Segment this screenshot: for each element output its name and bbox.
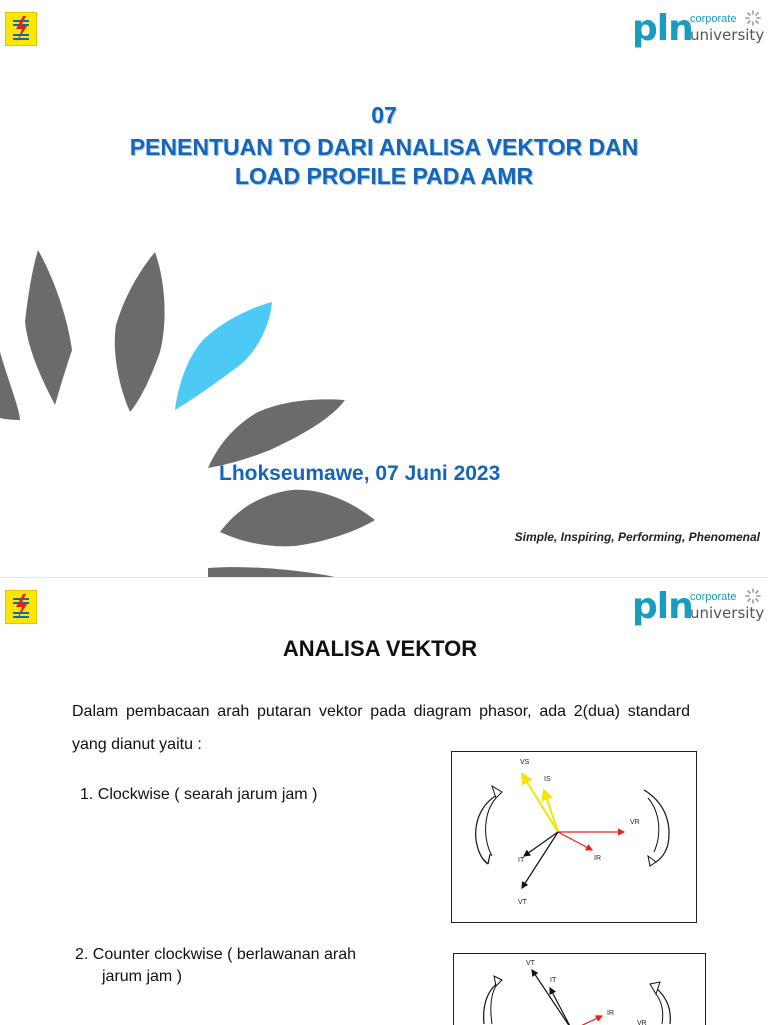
label-ir: IR [594, 855, 601, 862]
section-heading: ANALISA VEKTOR [282, 636, 478, 661]
title-line-1: PENENTUAN TO DARI ANALISA VEKTOR DAN [129, 134, 639, 160]
label-ir: IR [607, 1010, 614, 1017]
rotation-arrow-left-icon [484, 980, 502, 1024]
rotation-arrow-right-icon [644, 790, 669, 862]
title-line-2: LOAD PROFILE PADA AMR [234, 163, 534, 189]
label-it: IT [518, 857, 525, 864]
label-vt: VT [518, 899, 527, 906]
pln-corporate-university-logo [632, 8, 765, 50]
list-item-counter-clockwise: 2. Counter clockwise ( berlawanan arah [75, 946, 357, 963]
label-vs: VS [520, 759, 530, 766]
brand-university: university [690, 26, 765, 44]
phasor-diagram-clockwise [451, 751, 697, 923]
pln-corporate-university-logo [632, 586, 765, 628]
place-date: Lhokseumawe, 07 Juni 2023 [219, 462, 501, 485]
content-slide [0, 577, 768, 1025]
label-vt: VT [526, 960, 535, 967]
label-it: IT [550, 977, 557, 984]
vector-vs [522, 774, 558, 832]
phasor-diagram-counter-clockwise [453, 953, 706, 1025]
brand-wordmark: pln [632, 586, 693, 627]
brand-university: university [690, 604, 765, 622]
brand-corporate: corporate [690, 13, 737, 25]
pln-logo-icon [5, 12, 37, 46]
rotation-arrow-left-icon [476, 792, 502, 864]
vector-it [524, 832, 558, 856]
vector-vt [522, 832, 558, 888]
brand-wordmark: pln [632, 8, 693, 49]
decorative-petals [0, 240, 400, 577]
vector-it [550, 988, 572, 1025]
intro-paragraph: Dalam pembacaan arah putaran vektor pada diagram phasor, ada 2(dua) standard yang dianut yaitu : [72, 703, 690, 753]
pln-logo-icon [5, 590, 37, 624]
tagline: Simple, Inspiring, Performing, Phenomenal [514, 530, 760, 544]
list-item-counter-clockwise-cont: jarum jam ) [102, 968, 183, 985]
burst-icon [745, 10, 761, 26]
vector-ir [558, 832, 592, 850]
list-item-clockwise: 1. Clockwise ( searah jarum jam ) [80, 786, 318, 803]
label-is: IS [544, 776, 551, 783]
label-vr: VR [637, 1020, 647, 1025]
slide-number: 07 [371, 102, 397, 128]
burst-icon [745, 588, 761, 604]
brand-corporate: corporate [690, 591, 737, 603]
label-vr: VR [630, 819, 640, 826]
